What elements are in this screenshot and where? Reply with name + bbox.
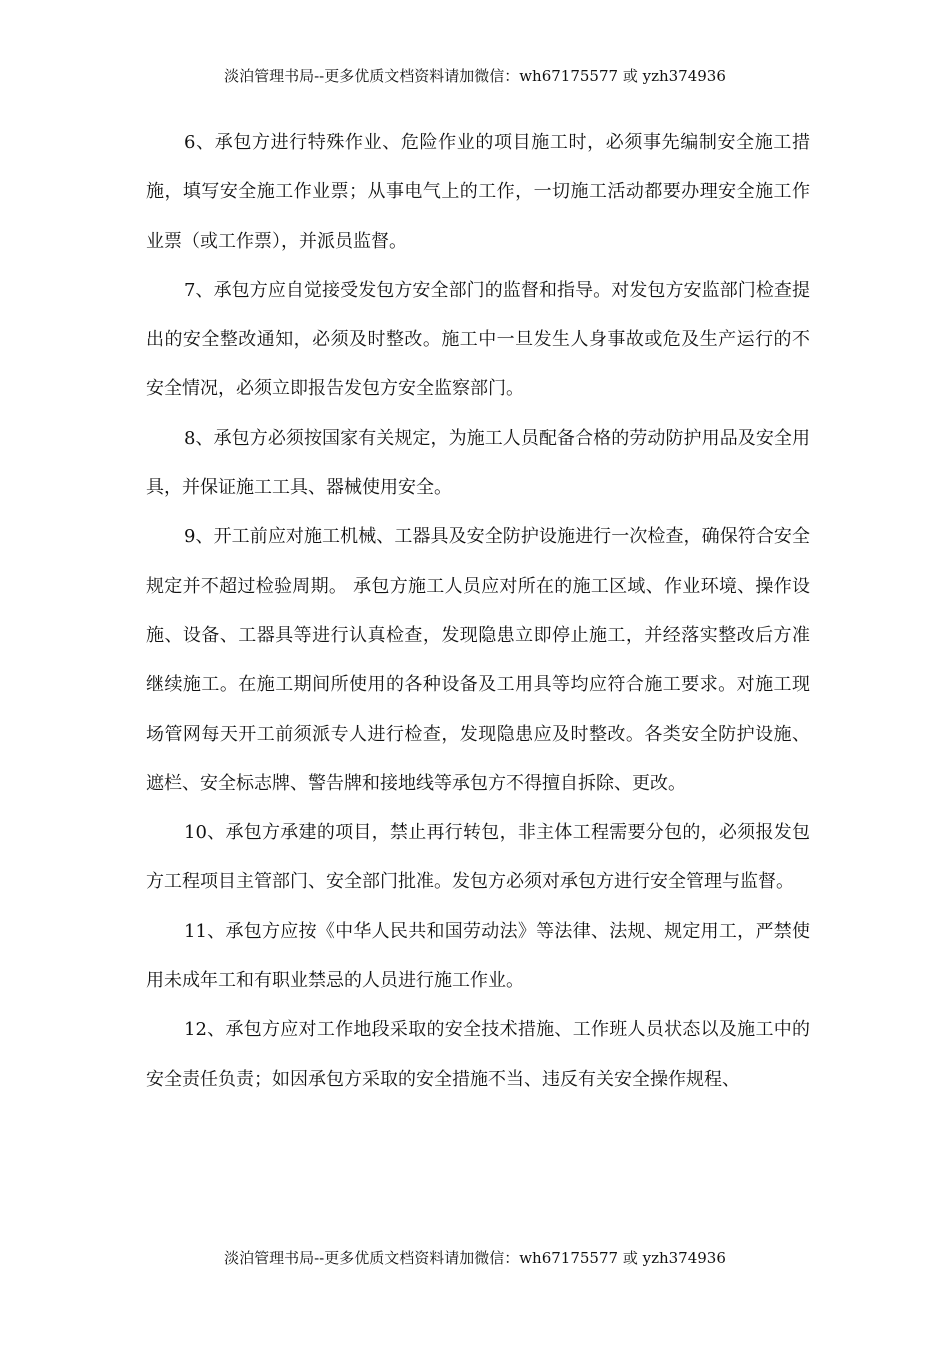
page-header: 淡泊管理书局--更多优质文档资料请加微信：wh67175577 或 yzh374936 <box>224 67 726 85</box>
document-body <box>146 118 810 1104</box>
paragraph-10: 10、承包方承建的项目，禁止再行转包，非主体工程需要分包的，必须报发包方工程项目主管部门、安全部门批准。发包方必须对承包方进行安全管理与监督。 <box>146 822 810 893</box>
paragraph-12: 12、承包方应对工作地段采取的安全技术措施、工作班人员状态以及施工中的安全责任负责；如因承包方采取的安全措施不当、违反有关安全操作规程、 <box>146 1019 810 1090</box>
page-footer: 淡泊管理书局--更多优质文档资料请加微信：wh67175577 或 yzh374936 <box>224 1249 726 1267</box>
paragraph-6: 6、承包方进行特殊作业、危险作业的项目施工时，必须事先编制安全施工措施，填写安全施工作业票；从事电气上的工作，一切施工活动都要办理安全施工作业票（或工作票），并派员监督。 <box>146 132 810 252</box>
paragraph-9: 9、开工前应对施工机械、工器具及安全防护设施进行一次检查，确保符合安全规定并不超过检验周期。 承包方施工人员应对所在的施工区域、作业环境、操作设施、设备、工器具等进行认真检查，发现隐患立即停止施工，并经落实整改后方准继续施工。在施工期间所使用的各种设备及工用具等均应符合施工要求。对施工现场管网每天开工前须派专人进行检查，发现隐患应及时整改。各类安全防护设施、遮栏、安全标志牌、警告牌和接地线等承包方不得擅自拆除、更改。 <box>146 526 810 794</box>
paragraph-7: 7、承包方应自觉接受发包方安全部门的监督和指导。对发包方安监部门检查提出的安全整改通知，必须及时整改。施工中一旦发生人身事故或危及生产运行的不安全情况，必须立即报告发包方安全监察部门。 <box>146 279 810 400</box>
paragraph-8: 8、承包方必须按国家有关规定，为施工人员配备合格的劳动防护用品及安全用具，并保证施工工具、器械使用安全。 <box>146 427 810 499</box>
paragraph-11: 11、承包方应按《中华人民共和国劳动法》等法律、法规、规定用工，严禁使用未成年工和有职业禁忌的人员进行施工作业。 <box>146 920 810 992</box>
